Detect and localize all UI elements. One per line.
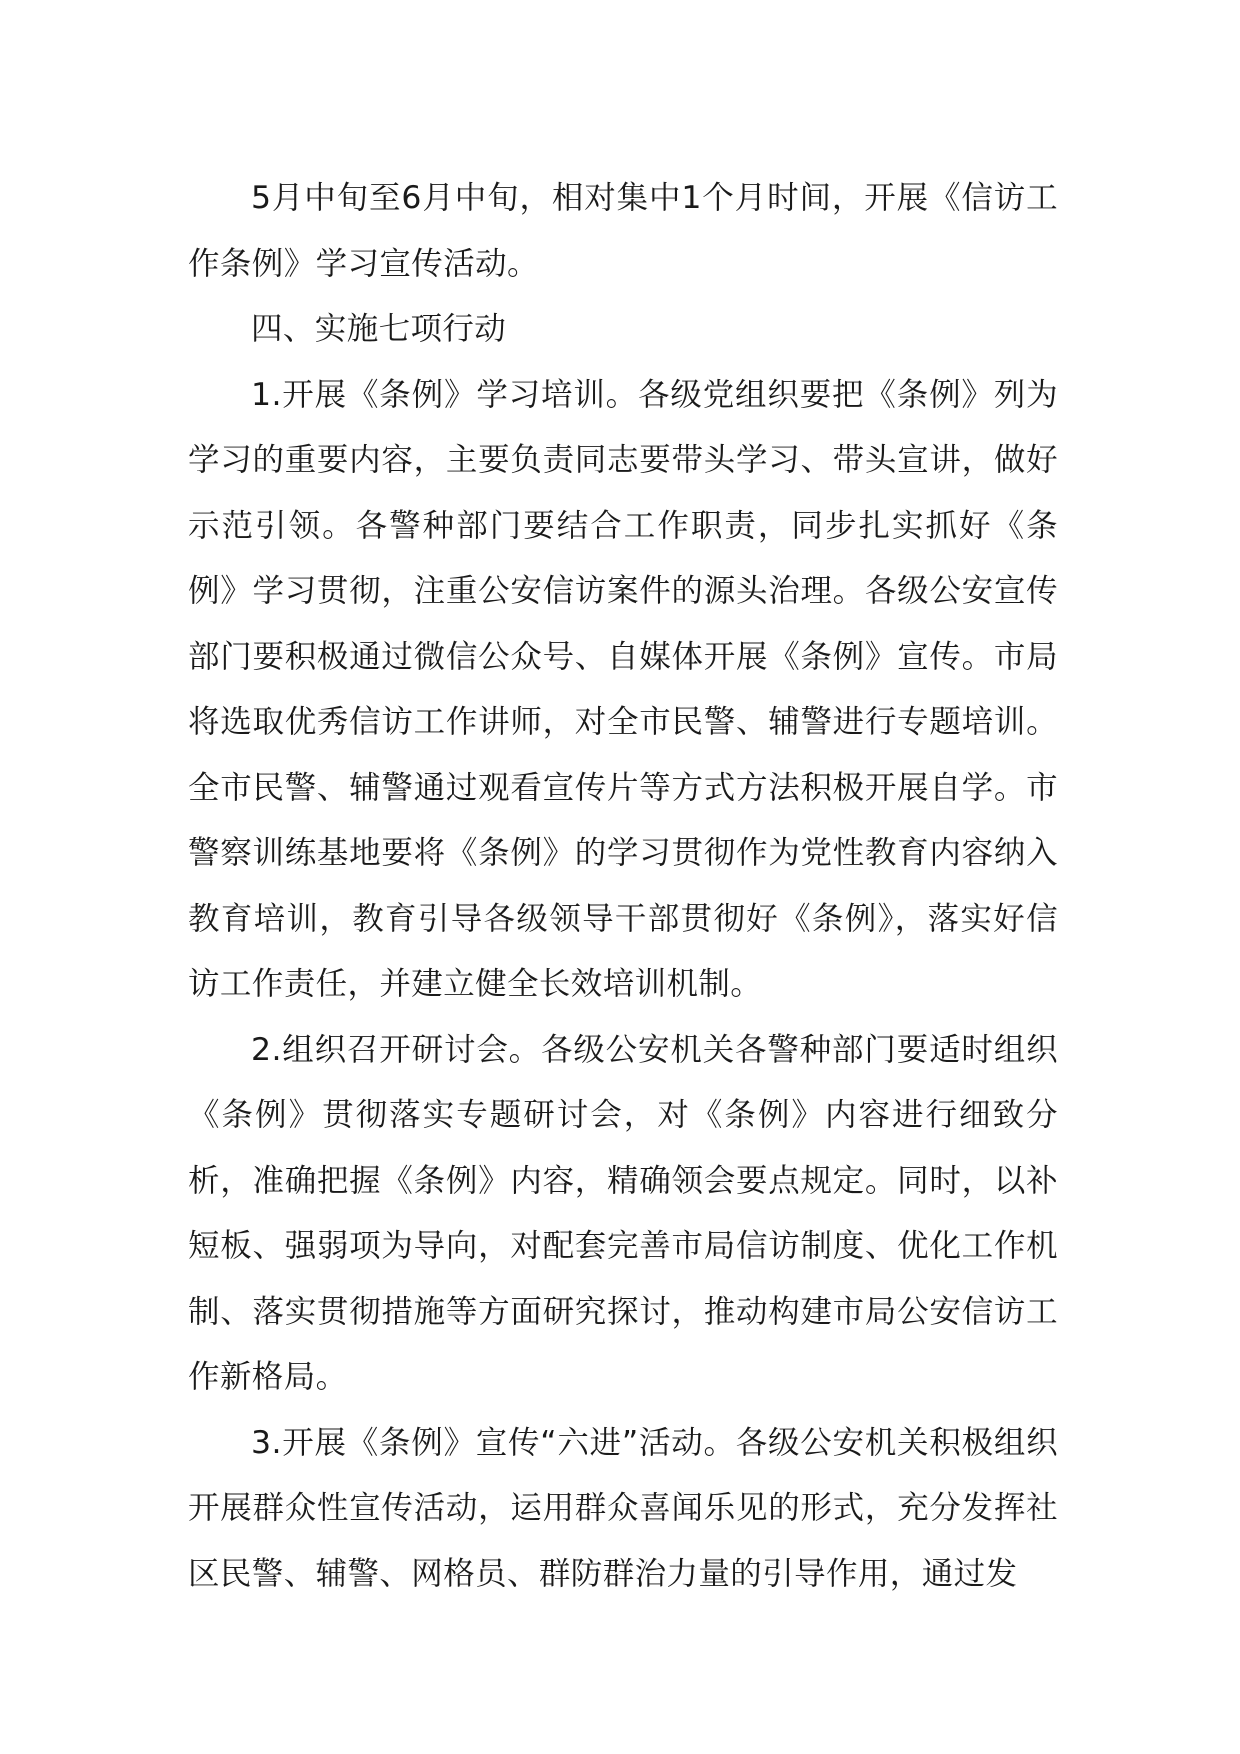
paragraph-action-1: 1.开展《条例》学习培训。各级党组织要把《条例》列为学习的重要内容，主要负责同志要带头学习、带头宣讲，做好示范引领。各警种部门要结合工作职责，同步扎实抓好《条例》学习贯彻，注重公安信访案件的源头治理。各级公安宣传部门要积极通过微信公众号、自媒体开展《条例》宣传。市局将选取优秀信访工作讲师，对全市民警、辅警进行专题培训。全市民警、辅警通过观看宣传片等方式方法积极开展自学。市警察训练基地要将《条例》的学习贯彻作为党性教育内容纳入教育培训，教育引导各级领导干部贯彻好《条例》，落实好信访工作责任，并建立健全长效培训机制。 (188, 376, 1058, 1002)
paragraph-action-3: 3.开展《条例》宣传“六进”活动。各级公安机关积极组织开展群众性宣传活动，运用群众喜闻乐见的形式，充分发挥社区民警、辅警、网格员、群防群治力量的引导作用，通过发 (188, 1424, 1058, 1592)
paragraph-action-2: 2.组织召开研讨会。各级公安机关各警种部门要适时组织《条例》贯彻落实专题研讨会，对《条例》内容进行细致分析，准确把握《条例》内容，精确领会要点规定。同时，以补短板、强弱项为导向，对配套完善市局信访制度、优化工作机制、落实贯彻措施等方面研究探讨，推动构建市局公安信访工作新格局。 (188, 1031, 1058, 1395)
paragraph-schedule: 5月中旬至6月中旬，相对集中1个月时间，开展《信访工作条例》学习宣传活动。 (188, 180, 1058, 282)
section-heading: 四、实施七项行动 (251, 311, 507, 347)
document-page (188, 166, 1058, 1607)
